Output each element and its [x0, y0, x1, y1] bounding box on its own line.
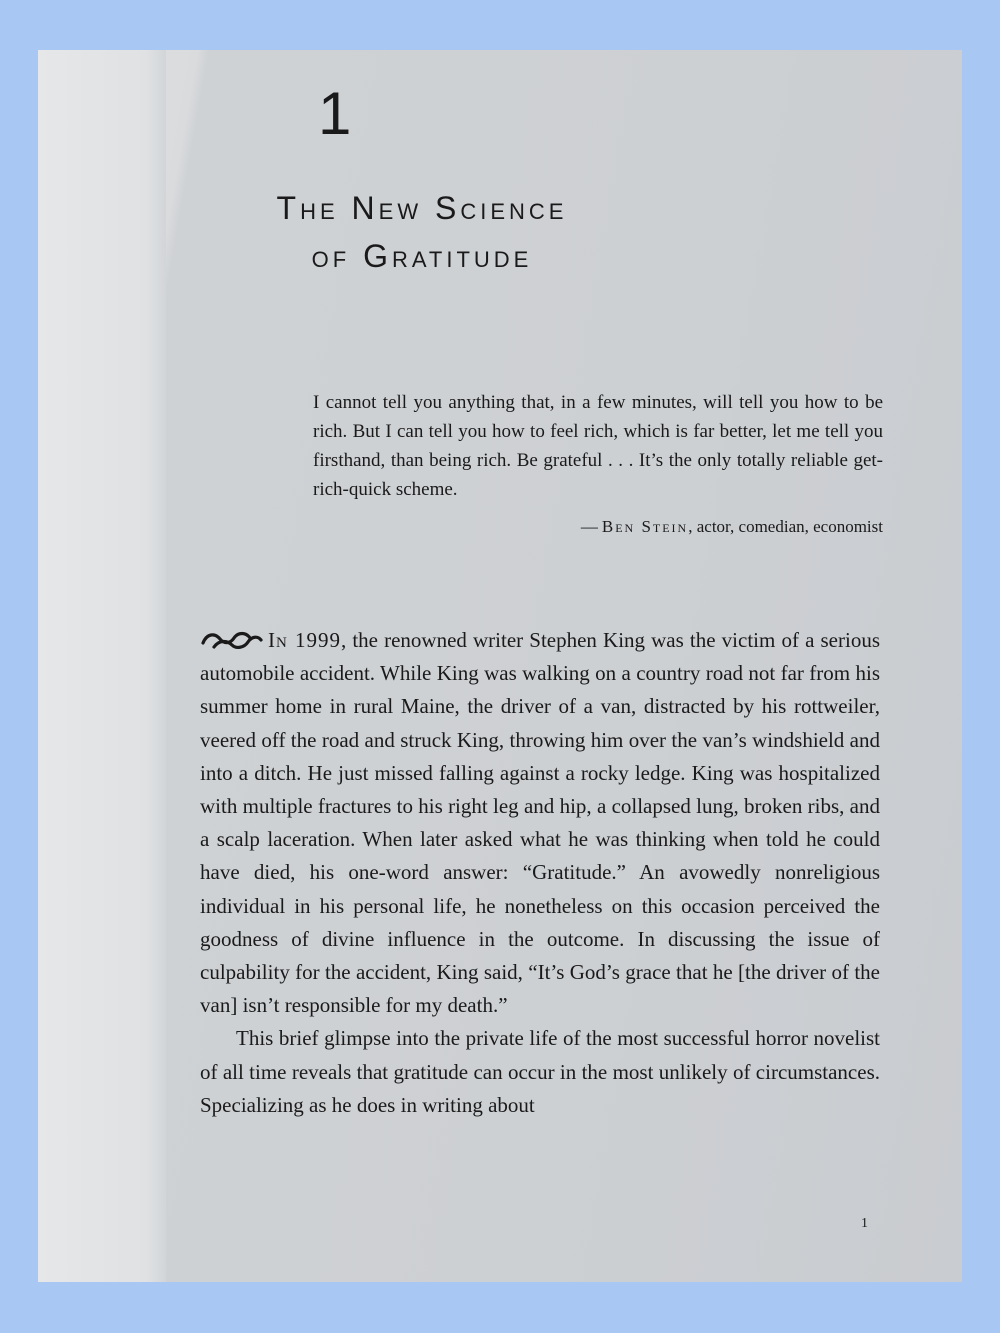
book-photo	[38, 50, 962, 1282]
lead-in: In 1999	[268, 628, 341, 652]
book-page	[166, 50, 962, 1282]
body-paragraph-1	[200, 624, 880, 1022]
body-text	[200, 624, 880, 1122]
body-paragraph-2: This brief glimpse into the private life of the most successful horror novelist of all time reveals that gratitude can occur in the most unlikely of circumstances. Specializing as he does in writing about	[200, 1026, 880, 1117]
epigraph	[313, 388, 883, 541]
chapter-title-line-2: of Gratitude	[311, 238, 533, 274]
page-number: 1	[861, 1216, 868, 1231]
left-page-edge	[38, 50, 166, 1282]
attribution-description: , actor, comedian, economist	[688, 517, 883, 536]
attribution-name: Ben Stein	[601, 517, 689, 536]
chapter-number: 1	[318, 80, 352, 147]
epigraph-text: I cannot tell you anything that, in a few minutes, will tell you how to be rich. But I can tell you how to feel rich, which is far better, let me tell you firsthand, than being rich. Be grateful . . . It’s the only totally reliable get-rich-quick scheme.	[313, 392, 883, 500]
swash-ornament-icon	[200, 628, 264, 650]
attribution-dash: —	[580, 517, 598, 536]
chapter-title	[202, 184, 642, 280]
body-paragraph-1-text: , the renowned writer Stephen King was the victim of a serious automobile accident. While King was walking on a country road not far from his summer home in rural Maine, the driver of a van, distracted by his rottweiler, veered off the road and struck King, throwing him over the van’s windshield and into a ditch. He just missed falling against a rocky ledge. King was hospitalized with multiple fractures to his right leg and hip, a collapsed lung, broken ribs, and a scalp laceration. When later asked what he was thinking when told he could have died, his one-word answer: “Gratitude.” An avowedly nonreligious individual in his personal life, he nonetheless on this occasion perceived the goodness of divine influence in the outcome. In discussing the issue of culpability for the accident, King said, “It’s God’s grace that he [the driver of the van] isn’t responsible for my death.”	[200, 628, 880, 1018]
chapter-title-line-1: The New Science	[276, 190, 568, 226]
epigraph-attribution	[313, 512, 883, 541]
